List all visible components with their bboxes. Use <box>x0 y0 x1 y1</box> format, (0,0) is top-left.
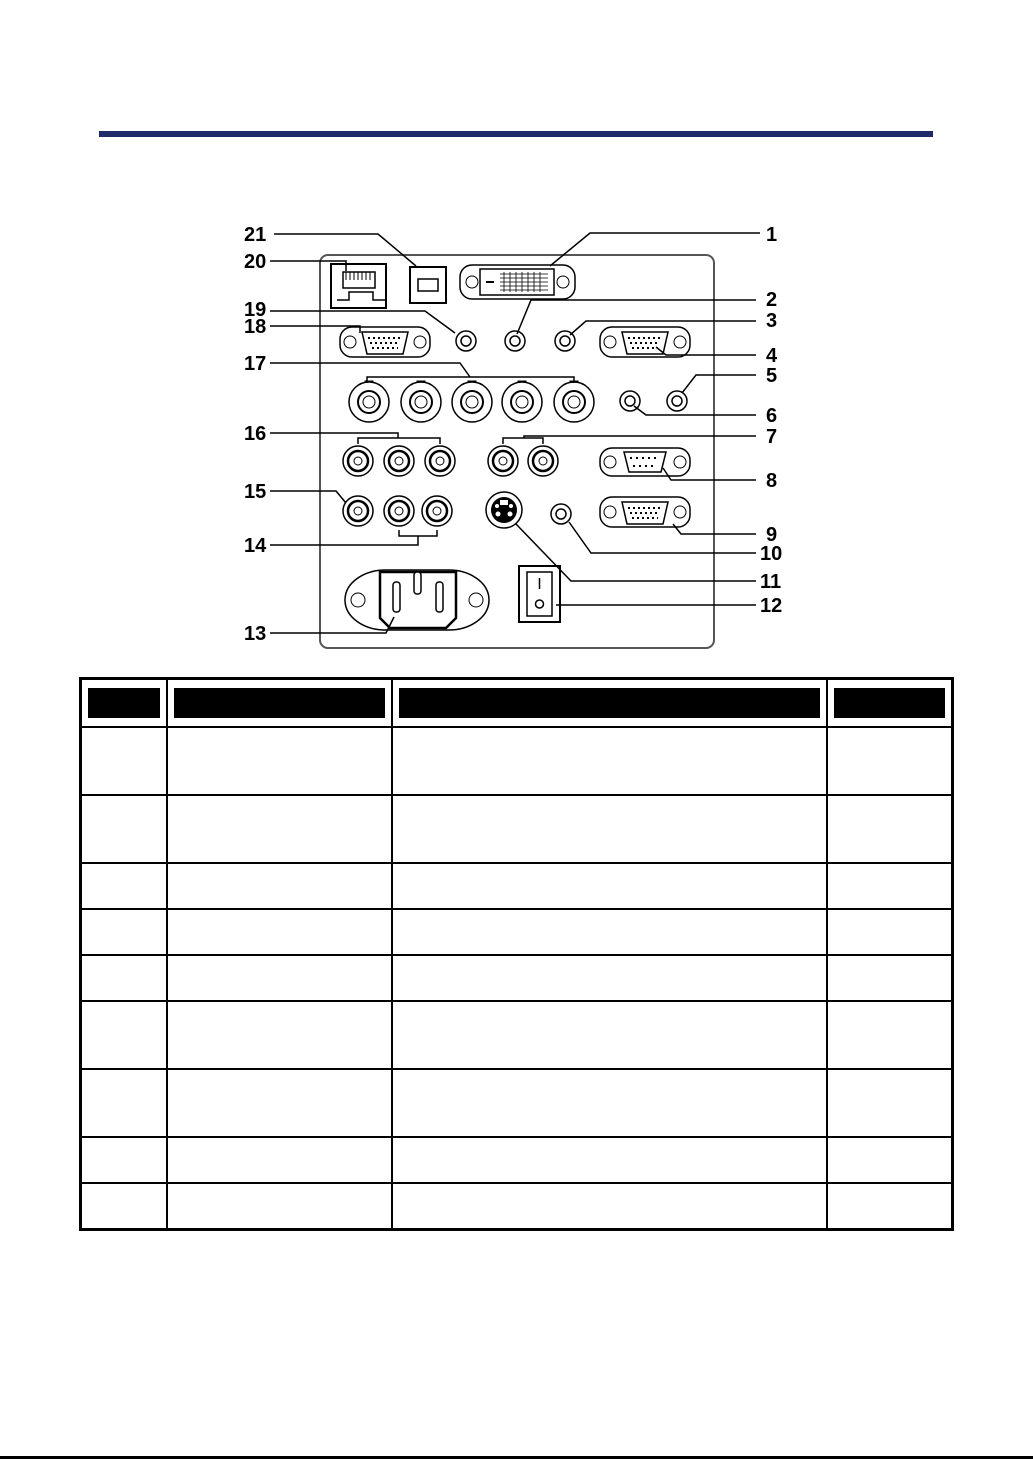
callout-18: 18 <box>244 316 267 338</box>
table-cell <box>81 1001 167 1069</box>
audio-jack-icon <box>551 504 571 524</box>
table-cell <box>167 1137 392 1183</box>
table-cell <box>81 1183 167 1230</box>
table-header-row <box>81 679 953 728</box>
table-cell <box>392 727 827 795</box>
callout-15: 15 <box>244 481 267 503</box>
table-cell <box>167 955 392 1001</box>
lan-port-icon <box>331 264 386 308</box>
column-header <box>81 679 167 728</box>
connector-spec-table <box>79 677 954 1231</box>
s-video-port-icon <box>486 492 522 528</box>
table-cell <box>392 1183 827 1230</box>
bnc-connector-icon <box>554 381 594 422</box>
audio-jack-icon <box>667 391 687 411</box>
callout-17: 17 <box>244 353 267 375</box>
table-cell <box>827 909 953 955</box>
table-cell <box>167 1001 392 1069</box>
bnc-connector-icon <box>401 381 441 422</box>
callout-5: 5 <box>766 365 778 387</box>
table-cell <box>827 1001 953 1069</box>
column-header <box>827 679 953 728</box>
callout-6: 6 <box>766 405 778 427</box>
bnc-connector-icon <box>502 381 542 422</box>
callout-13: 13 <box>244 623 267 645</box>
table-cell <box>167 863 392 909</box>
rca-jack-icon <box>343 496 373 526</box>
table-cell <box>167 1069 392 1137</box>
table-row <box>81 1183 953 1230</box>
callout-12: 12 <box>760 595 783 617</box>
callout-19: 19 <box>244 299 267 321</box>
table-cell <box>392 1069 827 1137</box>
table-cell <box>827 727 953 795</box>
callout-1: 1 <box>766 224 778 246</box>
callout-20: 20 <box>244 251 267 273</box>
table-cell <box>81 863 167 909</box>
serial-port-icon <box>600 448 690 476</box>
callout-16: 16 <box>244 423 267 445</box>
vga-port-icon <box>600 497 690 527</box>
callout-10: 10 <box>760 543 783 565</box>
table-cell <box>827 1069 953 1137</box>
rca-jack-icon <box>384 496 414 526</box>
callout-7: 7 <box>766 426 778 448</box>
power-switch-icon <box>519 566 560 622</box>
table-cell <box>167 727 392 795</box>
callout-14: 14 <box>244 535 267 557</box>
table-cell <box>81 1069 167 1137</box>
table-row <box>81 1137 953 1183</box>
audio-jack-icon <box>505 331 525 351</box>
table-cell <box>81 727 167 795</box>
ac-inlet-icon <box>345 570 489 630</box>
audio-jack-icon <box>456 331 476 351</box>
column-header <box>392 679 827 728</box>
bnc-connector-icon <box>452 381 492 422</box>
table-cell <box>392 955 827 1001</box>
callout-21: 21 <box>244 224 267 246</box>
table-cell <box>81 955 167 1001</box>
table-cell <box>392 909 827 955</box>
table-cell <box>392 1001 827 1069</box>
rca-jack-icon <box>422 496 452 526</box>
table-cell <box>827 1137 953 1183</box>
table-row <box>81 1001 953 1069</box>
callout-9: 9 <box>766 524 778 546</box>
table-row <box>81 795 953 863</box>
vga-port-icon <box>600 327 690 357</box>
dvi-port-icon <box>460 265 575 299</box>
callout-2: 2 <box>766 289 778 311</box>
table-cell <box>167 909 392 955</box>
rca-jack-icon <box>425 446 455 476</box>
table-cell <box>827 1183 953 1230</box>
table-cell <box>81 795 167 863</box>
table-row <box>81 955 953 1001</box>
rear-panel-diagram <box>0 0 1033 670</box>
table-cell <box>827 955 953 1001</box>
usb-port-icon <box>410 267 446 303</box>
table-cell <box>392 863 827 909</box>
vga-port-icon <box>340 327 430 357</box>
table-cell <box>167 1183 392 1230</box>
table-cell <box>392 795 827 863</box>
table-row <box>81 909 953 955</box>
callout-8: 8 <box>766 470 778 492</box>
table-cell <box>827 795 953 863</box>
bnc-connector-icon <box>349 381 389 422</box>
callout-4: 4 <box>766 345 778 367</box>
rca-jack-icon <box>343 446 373 476</box>
table-cell <box>827 863 953 909</box>
rca-jack-icon <box>528 446 558 476</box>
column-header <box>167 679 392 728</box>
table-row <box>81 727 953 795</box>
table-row <box>81 863 953 909</box>
table-cell <box>81 1137 167 1183</box>
callout-3: 3 <box>766 310 778 332</box>
table-cell <box>392 1137 827 1183</box>
rca-jack-icon <box>488 446 518 476</box>
table-cell <box>167 795 392 863</box>
rca-jack-icon <box>384 446 414 476</box>
table-row <box>81 1069 953 1137</box>
table-cell <box>81 909 167 955</box>
callout-11: 11 <box>760 571 782 593</box>
